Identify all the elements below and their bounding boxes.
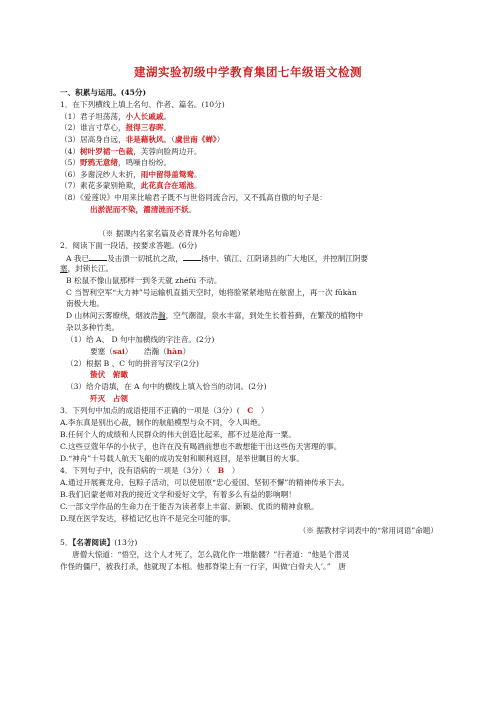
q1-item-6: （6）多谢浣纱人未折，雨中留得盖鸳鸯。 — [60, 170, 202, 179]
answer: 雨中留得盖鸳鸯 — [140, 170, 194, 179]
q2-sentence-a-cont: 塞，封锁长江。 — [60, 264, 114, 273]
q1-item-7: （7）素花多蒙别艳欺，此花真合在瑶池。 — [60, 181, 202, 190]
q2-sub-3: （3）给介语填，在 A 句中的横线上填入恰当的动词。(2分) — [66, 382, 267, 391]
q2-sentence-c: C 当智利空军“大力神”号运输机直插天空时，她将脸紧紧地贴在舷窗上，再一次 fǔkàn — [66, 288, 357, 297]
q5-passage-line-2: 作怪的僵尸，被我打杀，他就现了本相。他那脊梁上有一行字，叫做‘白骨夫人’。” 唐 — [60, 562, 346, 571]
note: （※ 据教材字词表中的“常用词语”命题） — [298, 526, 438, 535]
q2-sentence-d: D 山林间云雾缭绕，烟波浩瀚，空气潮湿，泉水丰富，到处生长着苔藓，在繁茂的植物中 — [66, 311, 364, 320]
question-2: 2．阅读下面一段话，按要求答题。(6分) — [60, 241, 198, 250]
q3-option-a: A.李东真是别出心裁，制作的航船模型与众不同，令人叫绝。 — [60, 418, 266, 427]
q2-sentence-c-cont: 南极大地。 — [66, 299, 104, 308]
q4-option-c: C.一部文学作品的生命力在于能否为读者奉上丰富、新颖、优质的精神食粮。 — [60, 502, 319, 511]
q2-sub-2: （2）根据 B 、C 句的拼音写汉字(2分) — [66, 359, 199, 368]
q2-sub-1-answer: 要塞（sai） 浩瀚（hàn） — [90, 347, 191, 356]
q1-item-2: （2）谁言寸草心，报得三春晖。 — [60, 123, 172, 132]
q1-item-4: （4）树叶罗裙一色裁，芙蓉向脸两边开。 — [60, 147, 202, 156]
q4-option-d: D.现在医学发达，移植记忆也许不是完全可能的事。 — [60, 514, 236, 523]
answer: 虞世南《蝉》 — [174, 135, 217, 144]
question-3: 3．下列句中加点的成语使用不正确的一项是（3分）( C ） — [60, 406, 269, 415]
q2-sentence-a: A 我已 及击溃一切抵抗之敌， 扬中、镇江、江阴诸县的广大地区，并控制江阴要 — [66, 254, 369, 263]
q5-passage-line-1: 唐僧大惊道：“悟空，这个人才死了，怎么就化作一堆骷髅？”行者道：“他是个潜灵 — [72, 550, 350, 559]
q2-sub-1: （1）给 A、 D 句中加横线的字注音。(2分) — [66, 335, 215, 344]
q1-item-1: （1）君子坦荡荡，小人长戚戚。 — [60, 112, 172, 121]
question-1: 1．在下列横线上填上名句、作者、篇名。(10分) — [60, 100, 225, 109]
answer: 小人长戚戚 — [125, 112, 164, 121]
q1-item-3: （3）居高身自远，非是藉秋风。（虞世南《蝉》） — [60, 135, 225, 144]
answer: 树叶罗裙一色裁 — [80, 147, 134, 156]
q2-sub-2-answer: 蛰伏 俯瞰 — [90, 370, 128, 379]
q4-option-b: B.我们启蒙老师对我的接近文学和爱好文学，有着多么有益的影响啊！ — [60, 490, 296, 499]
answer: 野鸦无意绪 — [80, 158, 118, 167]
q1-item-8: （8）《爱莲说》中用来比喻君子既不与世俗同流合污，又不孤高自傲的句子是： — [60, 193, 327, 202]
page-title: 建湖实验初级中学教育集团七年级语文检测 — [134, 65, 362, 79]
question-5: 5．【名著阅读】(13分) — [60, 538, 138, 547]
question-4: 4．下列句子中，没有语病的一项是（3分）（ B ） — [60, 466, 240, 475]
answer: 此花真合在瑶池 — [140, 181, 194, 190]
q3-option-d: D.“神舟”十号载人航天飞船的成功发射和顺利返回，是举世瞩目的大事。 — [60, 454, 304, 463]
q2-sentence-d-cont: 杂以多种竹类。 — [66, 323, 120, 332]
answer: 报得三春晖 — [125, 123, 164, 132]
q2-sentence-b: B 松鼠不像山鼠那样一到冬天就 zhéfú 不动。 — [66, 276, 222, 285]
q2-sub-3-answer: 歼灭 占领 — [90, 394, 128, 403]
q4-option-a: A.通过开展赛龙舟、包粽子活动，可以使屈原“忠心爱国、坚韧不懈”的精神传承下去。 — [60, 478, 350, 487]
q3-option-b: B.任何个人的成绩和人民群众的伟大创造比起来，都不过是沧海一粟。 — [60, 430, 296, 439]
answer: 非是藉秋风 — [125, 135, 164, 144]
section-heading: 一、积累与运用。(45分) — [60, 88, 147, 97]
q1-item-8-answer: 出淤泥而不染，濯清涟而不妖。 — [90, 205, 197, 214]
q1-item-5: （5）野鸦无意绪，鸣噪自纷纷。 — [60, 158, 172, 167]
q3-option-c: C.这些豆蔻年华的小伙子，也许在没有喝酒前想也不敢想能干出这些伤天害理的事。 — [60, 442, 342, 451]
note: （※ 据课内名家名篇及必背课外名句命题） — [98, 229, 245, 238]
